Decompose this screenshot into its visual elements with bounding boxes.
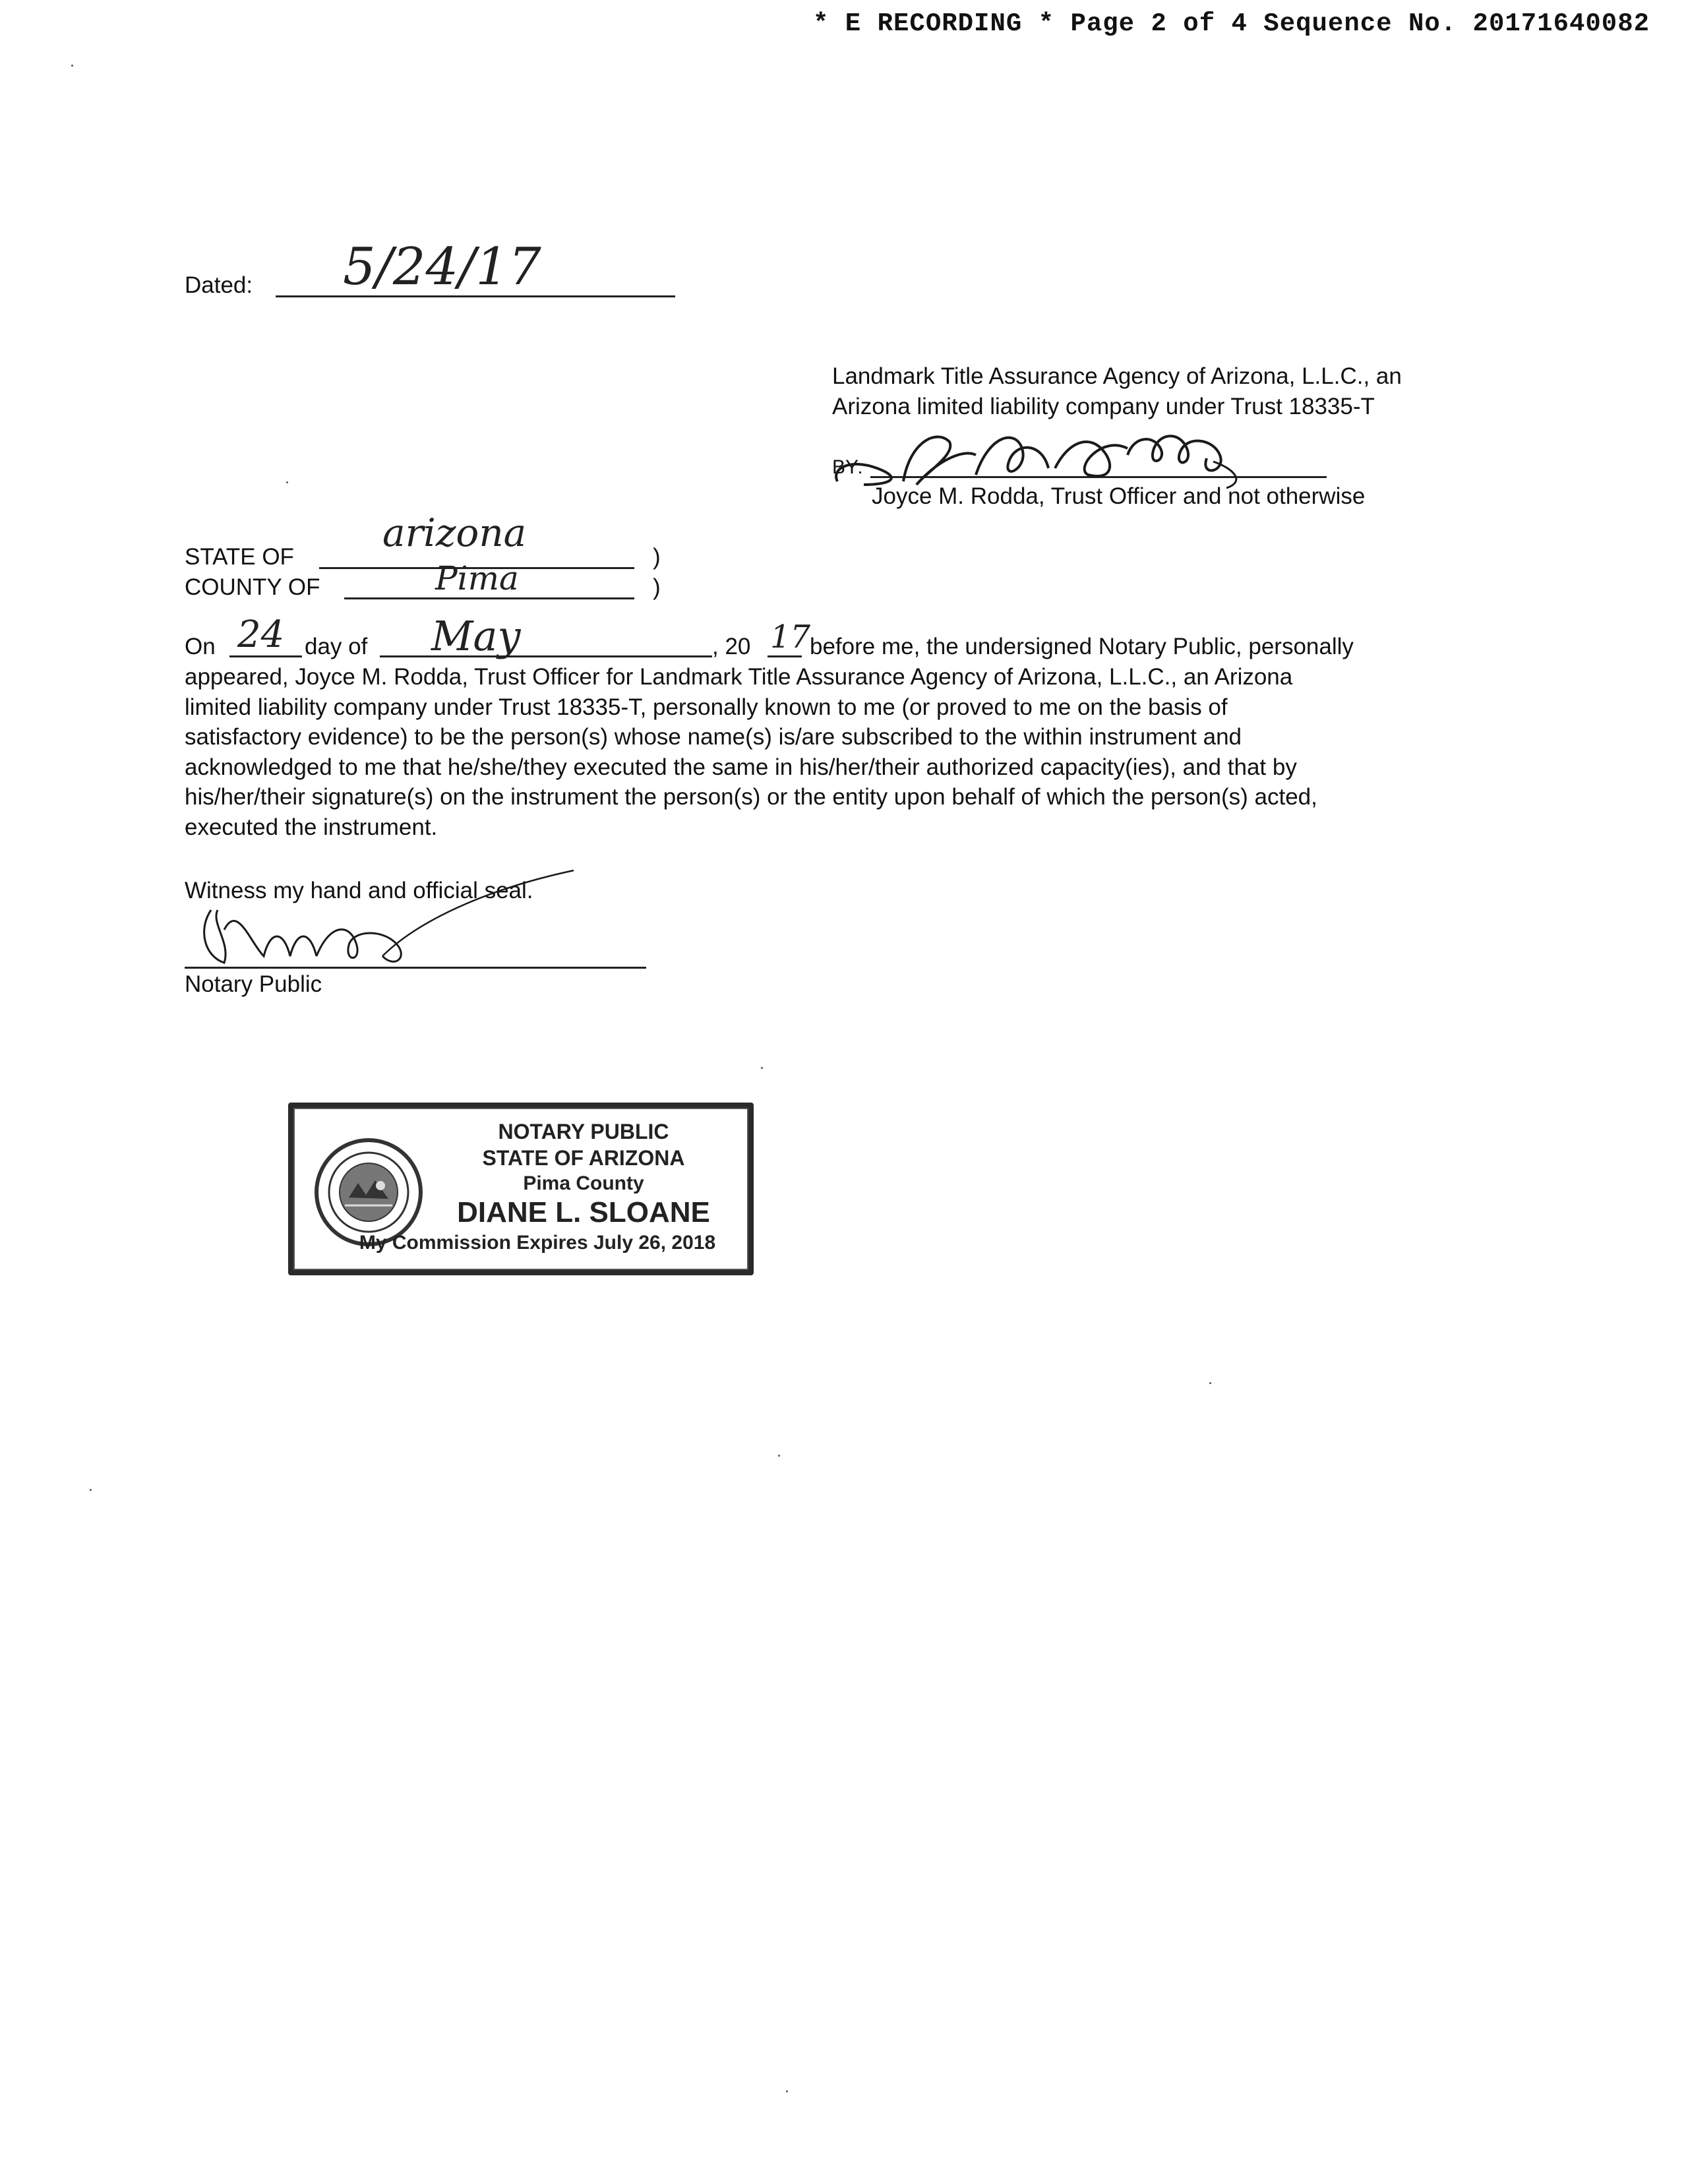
month-underline <box>380 655 712 657</box>
stamp-line-1: NOTARY PUBLIC <box>498 1120 669 1143</box>
day-handwritten: 24 <box>237 613 285 656</box>
ack-line: acknowledged to me that he/she/they executed the same in his/her/their authorized capacity(ies), and that by <box>185 754 1297 780</box>
on-label: On <box>185 634 216 659</box>
state-seal-icon <box>315 1138 423 1246</box>
stamp-line-2: STATE OF ARIZONA <box>482 1146 685 1170</box>
scan-speck <box>786 2090 788 2092</box>
scan-speck <box>778 1455 780 1457</box>
month-handwritten: May <box>431 612 521 660</box>
scan-speck <box>761 1067 763 1069</box>
ack-line: his/her/their signature(s) on the instrument the person(s) or the entity upon behalf of which the person(s) acted, <box>185 784 1317 810</box>
ack-first-line-rest: before me, the undersigned Notary Public, personally <box>810 634 1354 659</box>
scan-speck <box>286 481 288 483</box>
dated-handwritten-date: 5/24/17 <box>343 237 541 297</box>
ack-line: limited liability company under Trust 18335-T, personally known to me (or proved to me on the basis of <box>185 694 1228 720</box>
by-label: BY: <box>832 456 863 478</box>
county-handwritten: Pima <box>435 559 519 597</box>
county-paren: ) <box>653 574 661 600</box>
county-label: COUNTY OF <box>185 574 320 600</box>
stamp-line-4: DIANE L. SLOANE <box>457 1196 710 1228</box>
notary-signature <box>185 864 593 976</box>
scan-speck <box>90 1489 92 1491</box>
ack-line: appeared, Joyce M. Rodda, Trust Officer for Landmark Title Assurance Agency of Arizona, L.L.C., an Arizona <box>185 664 1293 690</box>
county-underline <box>344 597 634 599</box>
ack-line: satisfactory evidence) to be the person(s) whose name(s) is/are subscribed to the within instrument and <box>185 724 1242 750</box>
notary-public-label: Notary Public <box>185 971 322 997</box>
scan-speck <box>1209 1382 1211 1384</box>
state-label: STATE OF <box>185 544 294 570</box>
year-underline <box>768 655 802 657</box>
year-handwritten: 17 <box>770 619 811 655</box>
stamp-line-5: My Commission Expires July 26, 2018 <box>359 1232 716 1254</box>
acknowledgment-paragraph <box>185 662 1317 842</box>
day-of-label: day of <box>305 634 368 659</box>
year-prefix: , 20 <box>712 634 751 659</box>
stamp-line-3: Pima County <box>523 1172 644 1194</box>
state-paren: ) <box>653 544 661 570</box>
scan-speck <box>71 65 73 67</box>
state-handwritten: arizona <box>382 510 527 555</box>
grantor-line-1: Landmark Title Assurance Agency of Arizona, L.L.C., an <box>832 363 1402 389</box>
ack-line: executed the instrument. <box>185 814 438 840</box>
witness-text: Witness my hand and official seal. <box>185 878 533 903</box>
recording-header: * E RECORDING * Page 2 of 4 Sequence No. 20171640082 <box>813 9 1650 38</box>
grantor-line-2: Arizona limited liability company under Trust 18335-T <box>832 394 1375 419</box>
signer-name-line: Joyce M. Rodda, Trust Officer and not otherwise <box>872 483 1366 509</box>
notary-underline <box>185 967 646 969</box>
notary-stamp <box>288 1103 754 1275</box>
dated-label: Dated: <box>185 272 253 298</box>
